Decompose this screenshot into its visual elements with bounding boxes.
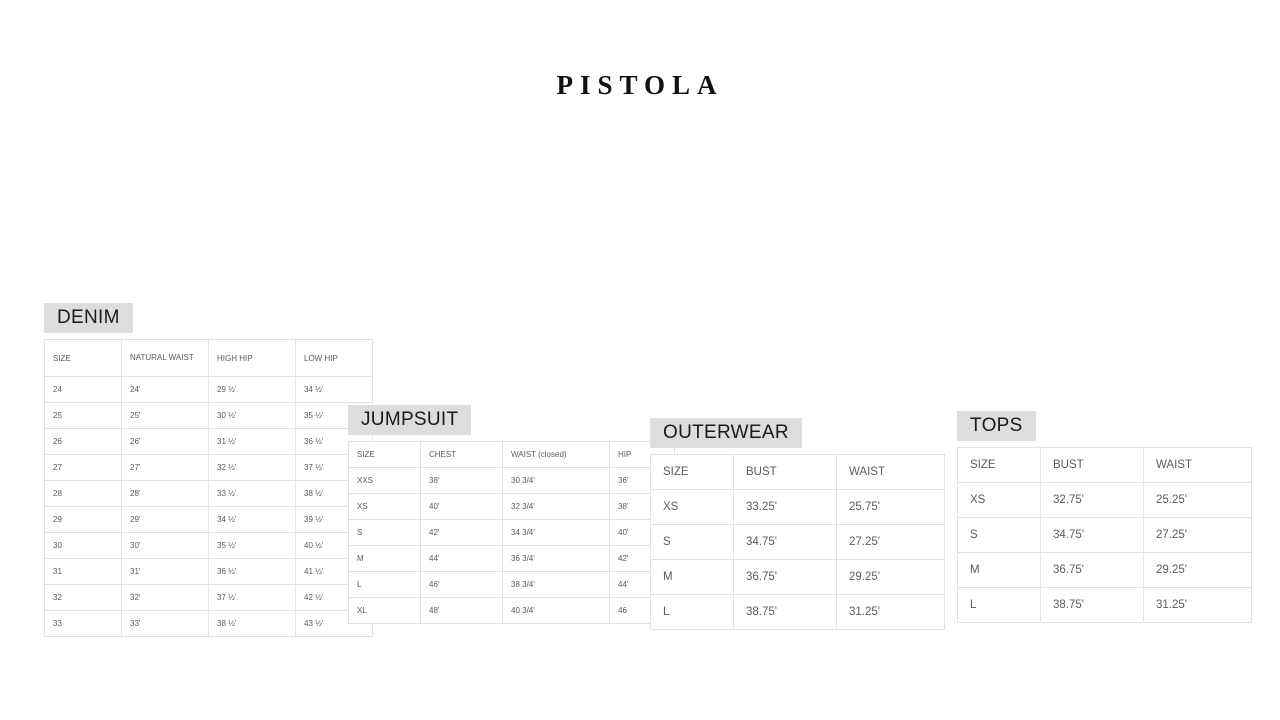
table-row bbox=[45, 507, 373, 533]
cell-natural-waist: 31' bbox=[122, 559, 209, 585]
table-row bbox=[651, 490, 945, 525]
cell-waist: 29.25' bbox=[837, 560, 945, 595]
cell-bust: 32.75' bbox=[1041, 483, 1144, 518]
column-header-chest: CHEST bbox=[421, 442, 503, 468]
table-row bbox=[651, 560, 945, 595]
chart-heading-outerwear: OUTERWEAR bbox=[650, 418, 802, 448]
column-header-size: SIZE bbox=[651, 455, 734, 490]
column-header-size: SIZE bbox=[958, 448, 1041, 483]
table-header-row bbox=[958, 448, 1252, 483]
cell-chest: 48' bbox=[421, 598, 503, 624]
cell-size: L bbox=[958, 588, 1041, 623]
table-row bbox=[651, 595, 945, 630]
cell-hip: 46 bbox=[610, 598, 675, 624]
cell-size: 31 bbox=[45, 559, 122, 585]
cell-low-hip: 36 ½' bbox=[296, 429, 373, 455]
table-row bbox=[349, 520, 675, 546]
cell-size: XS bbox=[958, 483, 1041, 518]
cell-size: 26 bbox=[45, 429, 122, 455]
cell-high-hip: 37 ½' bbox=[209, 585, 296, 611]
cell-size: S bbox=[958, 518, 1041, 553]
table-row bbox=[651, 525, 945, 560]
cell-natural-waist: 24' bbox=[122, 377, 209, 403]
cell-high-hip: 33 ½' bbox=[209, 481, 296, 507]
cell-size: L bbox=[349, 572, 421, 598]
table-row bbox=[45, 533, 373, 559]
cell-waist: 40 3/4' bbox=[503, 598, 610, 624]
table-row bbox=[45, 559, 373, 585]
cell-chest: 46' bbox=[421, 572, 503, 598]
column-header-natural-waist: NATURAL WAIST bbox=[122, 340, 209, 377]
cell-waist: 34 3/4' bbox=[503, 520, 610, 546]
chart-heading-denim: DENIM bbox=[44, 303, 133, 333]
cell-bust: 38.75' bbox=[734, 595, 837, 630]
table-row bbox=[45, 403, 373, 429]
cell-high-hip: 31 ½' bbox=[209, 429, 296, 455]
cell-hip: 44' bbox=[610, 572, 675, 598]
column-header-high-hip: HIGH HIP bbox=[209, 340, 296, 377]
table-header-row bbox=[651, 455, 945, 490]
table-row bbox=[45, 377, 373, 403]
table-header-row bbox=[349, 442, 675, 468]
cell-waist: 25.25' bbox=[1144, 483, 1252, 518]
cell-size: 29 bbox=[45, 507, 122, 533]
cell-hip: 36' bbox=[610, 468, 675, 494]
table-row bbox=[45, 455, 373, 481]
cell-hip: 40' bbox=[610, 520, 675, 546]
size-table-denim bbox=[44, 339, 373, 637]
chart-heading-tops: TOPS bbox=[957, 411, 1036, 441]
cell-size: 33 bbox=[45, 611, 122, 637]
cell-chest: 42' bbox=[421, 520, 503, 546]
cell-waist: 30 3/4' bbox=[503, 468, 610, 494]
cell-high-hip: 32 ½' bbox=[209, 455, 296, 481]
table-header-row bbox=[45, 340, 373, 377]
cell-natural-waist: 27' bbox=[122, 455, 209, 481]
cell-high-hip: 30 ½' bbox=[209, 403, 296, 429]
cell-high-hip: 35 ½' bbox=[209, 533, 296, 559]
cell-chest: 38' bbox=[421, 468, 503, 494]
cell-low-hip: 39 ½' bbox=[296, 507, 373, 533]
cell-waist: 31.25' bbox=[837, 595, 945, 630]
cell-size: XL bbox=[349, 598, 421, 624]
table-row bbox=[349, 494, 675, 520]
cell-natural-waist: 28' bbox=[122, 481, 209, 507]
cell-low-hip: 37 ½' bbox=[296, 455, 373, 481]
size-table-tops bbox=[957, 447, 1252, 623]
cell-waist: 31.25' bbox=[1144, 588, 1252, 623]
cell-high-hip: 34 ½' bbox=[209, 507, 296, 533]
cell-natural-waist: 29' bbox=[122, 507, 209, 533]
brand-title: PISTOLA bbox=[556, 70, 724, 100]
table-row bbox=[45, 585, 373, 611]
column-header-bust: BUST bbox=[1041, 448, 1144, 483]
cell-bust: 34.75' bbox=[734, 525, 837, 560]
cell-waist: 32 3/4' bbox=[503, 494, 610, 520]
cell-low-hip: 42 ½' bbox=[296, 585, 373, 611]
cell-low-hip: 35 ½' bbox=[296, 403, 373, 429]
cell-low-hip: 43 ½' bbox=[296, 611, 373, 637]
cell-low-hip: 34 ½' bbox=[296, 377, 373, 403]
cell-size: M bbox=[651, 560, 734, 595]
size-table-outerwear bbox=[650, 454, 945, 630]
cell-size: M bbox=[349, 546, 421, 572]
cell-size: S bbox=[651, 525, 734, 560]
column-header-bust: BUST bbox=[734, 455, 837, 490]
size-chart-outerwear bbox=[650, 418, 945, 630]
cell-size: 28 bbox=[45, 481, 122, 507]
cell-size: 30 bbox=[45, 533, 122, 559]
table-row bbox=[349, 598, 675, 624]
column-header-size: SIZE bbox=[349, 442, 421, 468]
table-row bbox=[958, 483, 1252, 518]
cell-waist: 29.25' bbox=[1144, 553, 1252, 588]
table-row bbox=[45, 481, 373, 507]
chart-heading-jumpsuit: JUMPSUIT bbox=[348, 405, 471, 435]
column-header-size: SIZE bbox=[45, 340, 122, 377]
cell-natural-waist: 25' bbox=[122, 403, 209, 429]
cell-hip: 38' bbox=[610, 494, 675, 520]
cell-high-hip: 38 ½' bbox=[209, 611, 296, 637]
cell-size: M bbox=[958, 553, 1041, 588]
column-header-hip: HIP bbox=[610, 442, 675, 468]
table-row bbox=[349, 572, 675, 598]
cell-waist: 25.75' bbox=[837, 490, 945, 525]
cell-size: 32 bbox=[45, 585, 122, 611]
cell-waist: 27.25' bbox=[837, 525, 945, 560]
cell-bust: 36.75' bbox=[734, 560, 837, 595]
cell-low-hip: 41 ½' bbox=[296, 559, 373, 585]
cell-bust: 36.75' bbox=[1041, 553, 1144, 588]
cell-natural-waist: 30' bbox=[122, 533, 209, 559]
table-row bbox=[45, 429, 373, 455]
table-row bbox=[45, 611, 373, 637]
size-chart-jumpsuit bbox=[348, 405, 675, 624]
size-chart-denim bbox=[44, 303, 373, 637]
column-header-waist-closed: WAIST (closed) bbox=[503, 442, 610, 468]
cell-size: 27 bbox=[45, 455, 122, 481]
table-row bbox=[958, 553, 1252, 588]
cell-chest: 44' bbox=[421, 546, 503, 572]
cell-size: 25 bbox=[45, 403, 122, 429]
cell-bust: 33.25' bbox=[734, 490, 837, 525]
column-header-waist: WAIST bbox=[1144, 448, 1252, 483]
cell-size: XS bbox=[651, 490, 734, 525]
table-row bbox=[958, 588, 1252, 623]
table-row bbox=[349, 468, 675, 494]
cell-natural-waist: 26' bbox=[122, 429, 209, 455]
cell-waist: 27.25' bbox=[1144, 518, 1252, 553]
column-header-low-hip: LOW HIP bbox=[296, 340, 373, 377]
cell-high-hip: 29 ½' bbox=[209, 377, 296, 403]
cell-size: S bbox=[349, 520, 421, 546]
table-row bbox=[349, 546, 675, 572]
cell-low-hip: 38 ½' bbox=[296, 481, 373, 507]
cell-high-hip: 36 ½' bbox=[209, 559, 296, 585]
cell-natural-waist: 33' bbox=[122, 611, 209, 637]
column-header-waist: WAIST bbox=[837, 455, 945, 490]
cell-waist: 36 3/4' bbox=[503, 546, 610, 572]
cell-waist: 38 3/4' bbox=[503, 572, 610, 598]
cell-bust: 34.75' bbox=[1041, 518, 1144, 553]
cell-bust: 38.75' bbox=[1041, 588, 1144, 623]
cell-low-hip: 40 ½' bbox=[296, 533, 373, 559]
cell-size: 24 bbox=[45, 377, 122, 403]
size-chart-tops bbox=[957, 411, 1252, 623]
size-table-jumpsuit bbox=[348, 441, 675, 624]
cell-size: L bbox=[651, 595, 734, 630]
cell-chest: 40' bbox=[421, 494, 503, 520]
table-row bbox=[958, 518, 1252, 553]
cell-size: XS bbox=[349, 494, 421, 520]
cell-size: XXS bbox=[349, 468, 421, 494]
cell-natural-waist: 32' bbox=[122, 585, 209, 611]
cell-hip: 42' bbox=[610, 546, 675, 572]
